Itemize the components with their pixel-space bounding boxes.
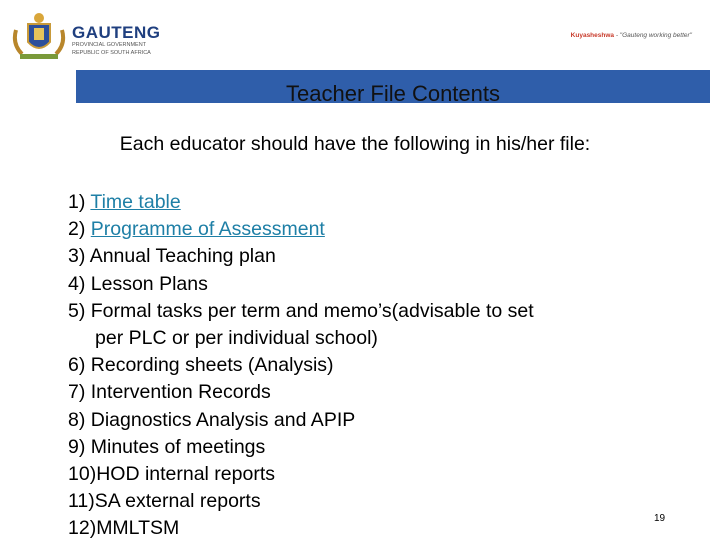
item-number: 5) — [68, 299, 91, 322]
item-text: Intervention Records — [90, 381, 271, 404]
item-number: 6) — [68, 354, 91, 377]
item-number: 3) — [68, 245, 90, 268]
item-link[interactable]: Time table — [90, 191, 181, 213]
slogan — [571, 32, 692, 39]
brand-subtitle: PROVINCIAL GOVERNMENT — [72, 42, 147, 48]
list-item — [68, 434, 668, 461]
list-item — [68, 243, 668, 270]
brand-subtitle-2: REPUBLIC OF SOUTH AFRICA — [72, 50, 151, 56]
item-number: 8) — [68, 408, 91, 431]
item-text: MMLTSM — [96, 517, 180, 540]
item-text: SA external reports — [94, 490, 261, 513]
list-item — [68, 271, 668, 298]
coat-of-arms-icon — [10, 10, 68, 62]
title-bar — [76, 70, 710, 103]
list-item[interactable] — [68, 216, 668, 243]
intro-text: Each educator should have the following in his/her file: — [119, 133, 591, 155]
item-text: Annual Teaching plan — [89, 245, 276, 268]
item-link[interactable]: Programme of Assessment — [90, 218, 325, 241]
item-number: 1) — [68, 191, 91, 213]
item-text: Recording sheets (Analysis) — [90, 354, 334, 377]
item-number: 11) — [68, 490, 95, 513]
item-number: 9) — [68, 435, 91, 458]
list-item — [68, 488, 668, 515]
item-number: 7) — [68, 381, 91, 404]
list-item[interactable] — [68, 189, 668, 216]
item-number: 10) — [68, 463, 97, 486]
list-item — [68, 461, 668, 488]
item-text: Formal tasks per term and memo’s(advisable to set — [90, 299, 534, 322]
item-text: Minutes of meetings — [90, 435, 266, 458]
item-text: HOD internal reports — [96, 463, 276, 486]
item-number: 2) — [68, 218, 91, 241]
list-item — [68, 407, 668, 434]
slide-title: Teacher File Contents — [286, 81, 500, 103]
item-text-continued: per PLC or per individual school) — [95, 327, 378, 350]
page-number: 19 — [654, 513, 666, 524]
brand-block — [72, 24, 161, 57]
brand-name: GAUTENG — [72, 23, 161, 42]
slogan-brand: Kuyasheshwa — [570, 32, 615, 39]
item-number: 12) — [68, 517, 97, 540]
item-number: 4) — [68, 272, 91, 295]
list-item — [68, 515, 668, 542]
item-text: Diagnostics Analysis and APIP — [90, 408, 356, 431]
header — [0, 0, 720, 72]
list-item — [68, 379, 668, 406]
content-list — [68, 189, 668, 543]
list-item — [68, 298, 668, 352]
list-item — [68, 352, 668, 379]
slogan-text: - "Gauteng working better" — [614, 32, 692, 39]
item-text: Lesson Plans — [90, 272, 208, 295]
